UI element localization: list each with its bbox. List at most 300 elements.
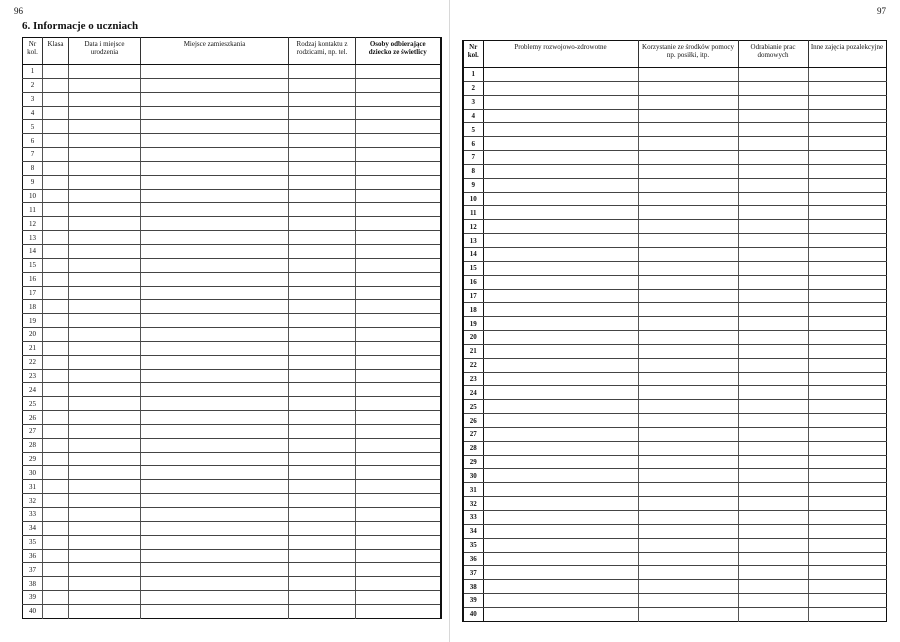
entry-cell[interactable] (808, 372, 886, 386)
entry-cell[interactable] (141, 508, 289, 522)
entry-cell[interactable] (483, 566, 638, 580)
entry-cell[interactable] (738, 317, 808, 331)
entry-cell[interactable] (808, 220, 886, 234)
entry-cell[interactable] (356, 148, 441, 162)
entry-cell[interactable] (141, 134, 289, 148)
entry-cell[interactable] (356, 355, 441, 369)
entry-cell[interactable] (289, 175, 356, 189)
entry-cell[interactable] (43, 272, 69, 286)
entry-cell[interactable] (356, 341, 441, 355)
entry-cell[interactable] (738, 441, 808, 455)
entry-cell[interactable] (808, 331, 886, 345)
entry-cell[interactable] (141, 258, 289, 272)
entry-cell[interactable] (289, 535, 356, 549)
entry-cell[interactable] (69, 300, 141, 314)
entry-cell[interactable] (69, 466, 141, 480)
entry-cell[interactable] (738, 247, 808, 261)
entry-cell[interactable] (289, 549, 356, 563)
entry-cell[interactable] (483, 303, 638, 317)
entry-cell[interactable] (289, 148, 356, 162)
entry-cell[interactable] (808, 566, 886, 580)
entry-cell[interactable] (289, 314, 356, 328)
entry-cell[interactable] (356, 411, 441, 425)
entry-cell[interactable] (483, 123, 638, 137)
entry-cell[interactable] (356, 549, 441, 563)
entry-cell[interactable] (483, 580, 638, 594)
entry-cell[interactable] (808, 538, 886, 552)
entry-cell[interactable] (808, 247, 886, 261)
entry-cell[interactable] (43, 189, 69, 203)
entry-cell[interactable] (43, 341, 69, 355)
entry-cell[interactable] (356, 328, 441, 342)
entry-cell[interactable] (43, 438, 69, 452)
entry-cell[interactable] (141, 148, 289, 162)
entry-cell[interactable] (289, 494, 356, 508)
entry-cell[interactable] (638, 497, 738, 511)
entry-cell[interactable] (356, 591, 441, 605)
entry-cell[interactable] (808, 524, 886, 538)
entry-cell[interactable] (43, 494, 69, 508)
entry-cell[interactable] (738, 344, 808, 358)
entry-cell[interactable] (289, 383, 356, 397)
entry-cell[interactable] (141, 563, 289, 577)
entry-cell[interactable] (356, 577, 441, 591)
entry-cell[interactable] (289, 466, 356, 480)
entry-cell[interactable] (356, 244, 441, 258)
entry-cell[interactable] (356, 78, 441, 92)
entry-cell[interactable] (483, 164, 638, 178)
entry-cell[interactable] (289, 65, 356, 79)
entry-cell[interactable] (638, 151, 738, 165)
entry-cell[interactable] (808, 95, 886, 109)
entry-cell[interactable] (69, 508, 141, 522)
entry-cell[interactable] (483, 95, 638, 109)
entry-cell[interactable] (638, 234, 738, 248)
entry-cell[interactable] (483, 414, 638, 428)
entry-cell[interactable] (289, 369, 356, 383)
entry-cell[interactable] (483, 607, 638, 621)
entry-cell[interactable] (141, 549, 289, 563)
entry-cell[interactable] (289, 438, 356, 452)
entry-cell[interactable] (141, 604, 289, 618)
entry-cell[interactable] (483, 234, 638, 248)
entry-cell[interactable] (738, 81, 808, 95)
entry-cell[interactable] (356, 480, 441, 494)
entry-cell[interactable] (738, 206, 808, 220)
entry-cell[interactable] (638, 247, 738, 261)
entry-cell[interactable] (483, 220, 638, 234)
entry-cell[interactable] (738, 607, 808, 621)
entry-cell[interactable] (43, 466, 69, 480)
entry-cell[interactable] (483, 137, 638, 151)
entry-cell[interactable] (738, 164, 808, 178)
entry-cell[interactable] (638, 414, 738, 428)
entry-cell[interactable] (738, 552, 808, 566)
entry-cell[interactable] (483, 455, 638, 469)
entry-cell[interactable] (808, 192, 886, 206)
entry-cell[interactable] (141, 286, 289, 300)
entry-cell[interactable] (738, 455, 808, 469)
entry-cell[interactable] (808, 344, 886, 358)
entry-cell[interactable] (356, 134, 441, 148)
entry-cell[interactable] (638, 538, 738, 552)
entry-cell[interactable] (141, 452, 289, 466)
entry-cell[interactable] (638, 566, 738, 580)
entry-cell[interactable] (356, 106, 441, 120)
entry-cell[interactable] (141, 535, 289, 549)
entry-cell[interactable] (141, 466, 289, 480)
entry-cell[interactable] (738, 580, 808, 594)
entry-cell[interactable] (43, 521, 69, 535)
entry-cell[interactable] (69, 438, 141, 452)
entry-cell[interactable] (43, 217, 69, 231)
entry-cell[interactable] (356, 521, 441, 535)
entry-cell[interactable] (141, 355, 289, 369)
entry-cell[interactable] (43, 231, 69, 245)
entry-cell[interactable] (738, 303, 808, 317)
entry-cell[interactable] (483, 192, 638, 206)
entry-cell[interactable] (289, 591, 356, 605)
entry-cell[interactable] (289, 424, 356, 438)
entry-cell[interactable] (43, 161, 69, 175)
entry-cell[interactable] (289, 328, 356, 342)
entry-cell[interactable] (638, 344, 738, 358)
entry-cell[interactable] (738, 95, 808, 109)
entry-cell[interactable] (43, 314, 69, 328)
entry-cell[interactable] (483, 469, 638, 483)
entry-cell[interactable] (69, 452, 141, 466)
entry-cell[interactable] (638, 164, 738, 178)
entry-cell[interactable] (289, 134, 356, 148)
entry-cell[interactable] (289, 92, 356, 106)
entry-cell[interactable] (356, 231, 441, 245)
entry-cell[interactable] (738, 109, 808, 123)
entry-cell[interactable] (356, 369, 441, 383)
entry-cell[interactable] (69, 397, 141, 411)
entry-cell[interactable] (43, 286, 69, 300)
entry-cell[interactable] (738, 68, 808, 82)
entry-cell[interactable] (69, 604, 141, 618)
entry-cell[interactable] (738, 372, 808, 386)
entry-cell[interactable] (43, 563, 69, 577)
entry-cell[interactable] (638, 524, 738, 538)
entry-cell[interactable] (289, 300, 356, 314)
entry-cell[interactable] (43, 355, 69, 369)
entry-cell[interactable] (483, 538, 638, 552)
entry-cell[interactable] (738, 234, 808, 248)
entry-cell[interactable] (141, 424, 289, 438)
entry-cell[interactable] (43, 424, 69, 438)
entry-cell[interactable] (483, 109, 638, 123)
entry-cell[interactable] (738, 275, 808, 289)
entry-cell[interactable] (738, 178, 808, 192)
entry-cell[interactable] (638, 427, 738, 441)
entry-cell[interactable] (356, 466, 441, 480)
entry-cell[interactable] (638, 81, 738, 95)
entry-cell[interactable] (356, 217, 441, 231)
entry-cell[interactable] (289, 161, 356, 175)
entry-cell[interactable] (808, 317, 886, 331)
entry-cell[interactable] (738, 358, 808, 372)
entry-cell[interactable] (69, 231, 141, 245)
entry-cell[interactable] (356, 272, 441, 286)
entry-cell[interactable] (808, 497, 886, 511)
entry-cell[interactable] (638, 123, 738, 137)
entry-cell[interactable] (69, 286, 141, 300)
entry-cell[interactable] (69, 244, 141, 258)
entry-cell[interactable] (638, 511, 738, 525)
entry-cell[interactable] (738, 192, 808, 206)
entry-cell[interactable] (483, 400, 638, 414)
entry-cell[interactable] (43, 577, 69, 591)
entry-cell[interactable] (483, 68, 638, 82)
entry-cell[interactable] (638, 192, 738, 206)
entry-cell[interactable] (356, 65, 441, 79)
entry-cell[interactable] (738, 331, 808, 345)
entry-cell[interactable] (43, 369, 69, 383)
entry-cell[interactable] (141, 494, 289, 508)
entry-cell[interactable] (483, 206, 638, 220)
entry-cell[interactable] (43, 328, 69, 342)
entry-cell[interactable] (141, 383, 289, 397)
entry-cell[interactable] (356, 258, 441, 272)
entry-cell[interactable] (483, 261, 638, 275)
entry-cell[interactable] (141, 189, 289, 203)
entry-cell[interactable] (43, 120, 69, 134)
entry-cell[interactable] (69, 535, 141, 549)
entry-cell[interactable] (356, 189, 441, 203)
entry-cell[interactable] (483, 178, 638, 192)
entry-cell[interactable] (483, 151, 638, 165)
entry-cell[interactable] (69, 258, 141, 272)
entry-cell[interactable] (738, 289, 808, 303)
entry-cell[interactable] (69, 341, 141, 355)
entry-cell[interactable] (808, 289, 886, 303)
entry-cell[interactable] (69, 217, 141, 231)
entry-cell[interactable] (141, 314, 289, 328)
entry-cell[interactable] (69, 106, 141, 120)
entry-cell[interactable] (356, 535, 441, 549)
entry-cell[interactable] (808, 206, 886, 220)
entry-cell[interactable] (69, 549, 141, 563)
entry-cell[interactable] (141, 438, 289, 452)
entry-cell[interactable] (69, 521, 141, 535)
entry-cell[interactable] (69, 92, 141, 106)
entry-cell[interactable] (638, 386, 738, 400)
entry-cell[interactable] (808, 178, 886, 192)
entry-cell[interactable] (141, 175, 289, 189)
entry-cell[interactable] (738, 400, 808, 414)
entry-cell[interactable] (483, 372, 638, 386)
entry-cell[interactable] (141, 120, 289, 134)
entry-cell[interactable] (141, 369, 289, 383)
entry-cell[interactable] (808, 511, 886, 525)
entry-cell[interactable] (356, 203, 441, 217)
entry-cell[interactable] (43, 480, 69, 494)
entry-cell[interactable] (141, 203, 289, 217)
entry-cell[interactable] (638, 580, 738, 594)
entry-cell[interactable] (69, 148, 141, 162)
entry-cell[interactable] (141, 411, 289, 425)
entry-cell[interactable] (483, 524, 638, 538)
entry-cell[interactable] (808, 469, 886, 483)
entry-cell[interactable] (638, 261, 738, 275)
entry-cell[interactable] (738, 483, 808, 497)
entry-cell[interactable] (69, 411, 141, 425)
entry-cell[interactable] (808, 483, 886, 497)
entry-cell[interactable] (141, 78, 289, 92)
entry-cell[interactable] (808, 137, 886, 151)
entry-cell[interactable] (808, 303, 886, 317)
entry-cell[interactable] (289, 521, 356, 535)
entry-cell[interactable] (483, 483, 638, 497)
entry-cell[interactable] (638, 109, 738, 123)
entry-cell[interactable] (289, 231, 356, 245)
entry-cell[interactable] (738, 137, 808, 151)
entry-cell[interactable] (43, 411, 69, 425)
entry-cell[interactable] (638, 469, 738, 483)
entry-cell[interactable] (141, 231, 289, 245)
entry-cell[interactable] (738, 538, 808, 552)
entry-cell[interactable] (738, 427, 808, 441)
entry-cell[interactable] (43, 508, 69, 522)
entry-cell[interactable] (356, 161, 441, 175)
entry-cell[interactable] (638, 317, 738, 331)
entry-cell[interactable] (638, 275, 738, 289)
entry-cell[interactable] (289, 452, 356, 466)
entry-cell[interactable] (289, 563, 356, 577)
entry-cell[interactable] (483, 441, 638, 455)
entry-cell[interactable] (483, 289, 638, 303)
entry-cell[interactable] (43, 258, 69, 272)
entry-cell[interactable] (356, 563, 441, 577)
entry-cell[interactable] (738, 497, 808, 511)
entry-cell[interactable] (738, 511, 808, 525)
entry-cell[interactable] (141, 217, 289, 231)
entry-cell[interactable] (738, 261, 808, 275)
entry-cell[interactable] (69, 161, 141, 175)
entry-cell[interactable] (43, 92, 69, 106)
entry-cell[interactable] (356, 314, 441, 328)
entry-cell[interactable] (483, 497, 638, 511)
entry-cell[interactable] (483, 247, 638, 261)
entry-cell[interactable] (356, 120, 441, 134)
entry-cell[interactable] (141, 244, 289, 258)
entry-cell[interactable] (43, 203, 69, 217)
entry-cell[interactable] (638, 220, 738, 234)
entry-cell[interactable] (141, 65, 289, 79)
entry-cell[interactable] (483, 317, 638, 331)
entry-cell[interactable] (69, 424, 141, 438)
entry-cell[interactable] (69, 203, 141, 217)
entry-cell[interactable] (43, 78, 69, 92)
entry-cell[interactable] (69, 591, 141, 605)
entry-cell[interactable] (738, 386, 808, 400)
entry-cell[interactable] (43, 383, 69, 397)
entry-cell[interactable] (289, 203, 356, 217)
entry-cell[interactable] (43, 106, 69, 120)
entry-cell[interactable] (69, 328, 141, 342)
entry-cell[interactable] (356, 604, 441, 618)
entry-cell[interactable] (69, 577, 141, 591)
entry-cell[interactable] (69, 65, 141, 79)
entry-cell[interactable] (483, 427, 638, 441)
entry-cell[interactable] (638, 289, 738, 303)
entry-cell[interactable] (43, 244, 69, 258)
entry-cell[interactable] (638, 68, 738, 82)
entry-cell[interactable] (356, 383, 441, 397)
entry-cell[interactable] (808, 594, 886, 608)
entry-cell[interactable] (356, 438, 441, 452)
entry-cell[interactable] (638, 441, 738, 455)
entry-cell[interactable] (738, 151, 808, 165)
entry-cell[interactable] (638, 483, 738, 497)
entry-cell[interactable] (356, 424, 441, 438)
entry-cell[interactable] (141, 577, 289, 591)
entry-cell[interactable] (289, 577, 356, 591)
entry-cell[interactable] (483, 358, 638, 372)
entry-cell[interactable] (43, 134, 69, 148)
entry-cell[interactable] (289, 286, 356, 300)
entry-cell[interactable] (356, 286, 441, 300)
entry-cell[interactable] (808, 441, 886, 455)
entry-cell[interactable] (141, 272, 289, 286)
entry-cell[interactable] (808, 414, 886, 428)
entry-cell[interactable] (638, 178, 738, 192)
entry-cell[interactable] (43, 591, 69, 605)
entry-cell[interactable] (808, 164, 886, 178)
entry-cell[interactable] (638, 400, 738, 414)
entry-cell[interactable] (808, 552, 886, 566)
entry-cell[interactable] (808, 400, 886, 414)
entry-cell[interactable] (141, 300, 289, 314)
entry-cell[interactable] (289, 189, 356, 203)
entry-cell[interactable] (289, 355, 356, 369)
entry-cell[interactable] (483, 81, 638, 95)
entry-cell[interactable] (808, 261, 886, 275)
entry-cell[interactable] (738, 594, 808, 608)
entry-cell[interactable] (808, 81, 886, 95)
entry-cell[interactable] (808, 427, 886, 441)
entry-cell[interactable] (141, 397, 289, 411)
entry-cell[interactable] (43, 549, 69, 563)
entry-cell[interactable] (638, 607, 738, 621)
entry-cell[interactable] (141, 591, 289, 605)
entry-cell[interactable] (69, 78, 141, 92)
entry-cell[interactable] (808, 580, 886, 594)
entry-cell[interactable] (141, 341, 289, 355)
entry-cell[interactable] (638, 206, 738, 220)
entry-cell[interactable] (808, 109, 886, 123)
entry-cell[interactable] (638, 95, 738, 109)
entry-cell[interactable] (69, 314, 141, 328)
entry-cell[interactable] (638, 552, 738, 566)
entry-cell[interactable] (356, 452, 441, 466)
entry-cell[interactable] (289, 341, 356, 355)
entry-cell[interactable] (69, 120, 141, 134)
entry-cell[interactable] (43, 397, 69, 411)
entry-cell[interactable] (808, 123, 886, 137)
entry-cell[interactable] (738, 566, 808, 580)
entry-cell[interactable] (289, 244, 356, 258)
entry-cell[interactable] (69, 175, 141, 189)
entry-cell[interactable] (738, 524, 808, 538)
entry-cell[interactable] (808, 358, 886, 372)
entry-cell[interactable] (356, 92, 441, 106)
entry-cell[interactable] (356, 494, 441, 508)
entry-cell[interactable] (638, 358, 738, 372)
entry-cell[interactable] (69, 494, 141, 508)
